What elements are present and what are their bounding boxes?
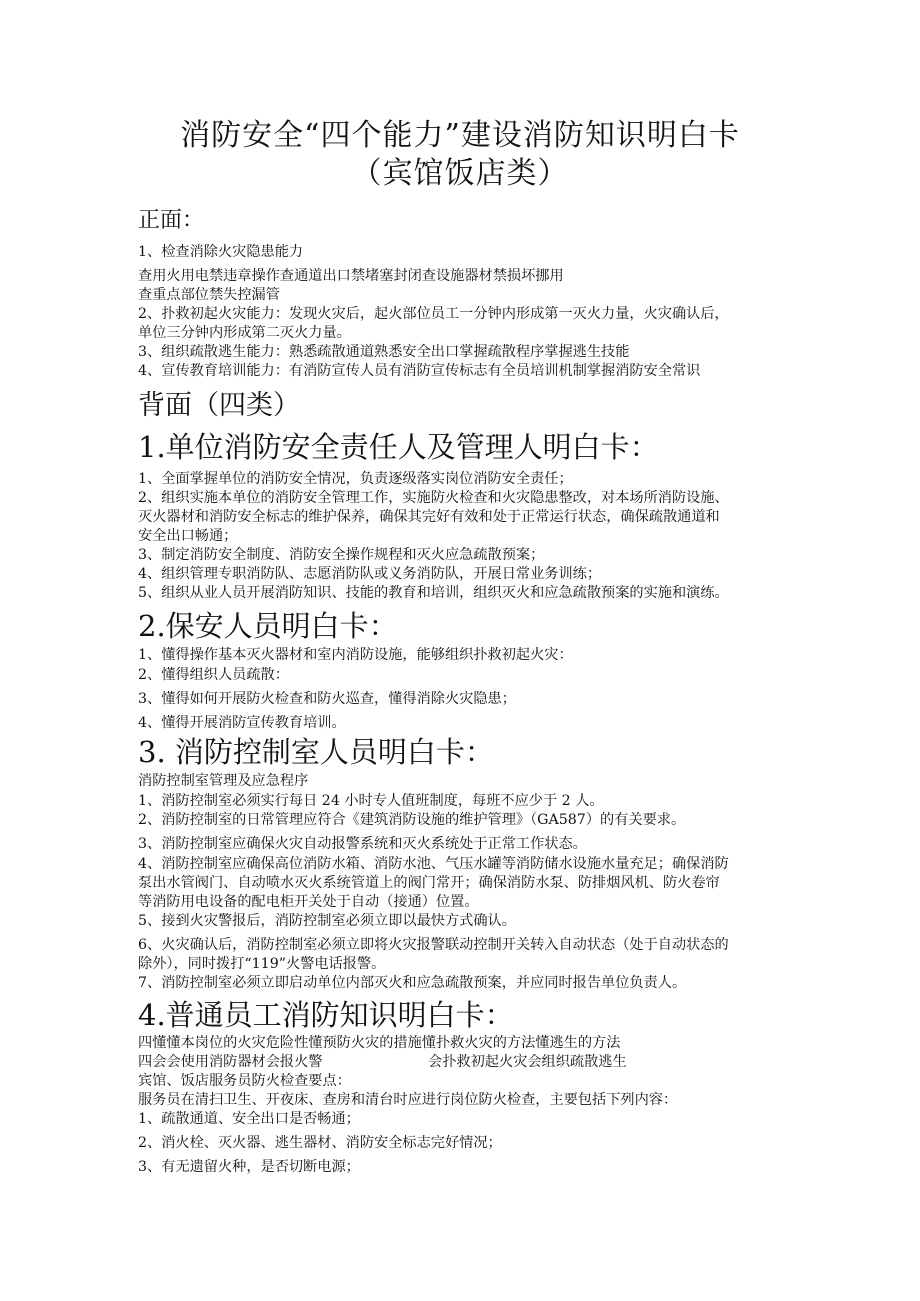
section-4-line: 四懂懂本岗位的火灾危险性懂预防火灾的措施懂扑救火灾的方法懂逃生的方法 xyxy=(138,1035,621,1051)
section-4-line: 2、消火栓、灭火器、逃生器材、消防安全标志完好情况； xyxy=(138,1135,502,1151)
section-4-line-part: 四会会使用消防器材会报火警 xyxy=(138,1054,323,1070)
back-heading: 背面（四类） xyxy=(138,390,300,421)
front-line: 4、宣传教育培训能力：有消防宣传人员有消防宣传标志有全员培训机制掌握消防安全常识 xyxy=(138,363,701,379)
section-3-line: 3、消防控制室应确保火灾自动报警系统和灭火系统处于正常工作状态。 xyxy=(138,836,587,852)
section-4-line: 宾馆、饭店服务员防火检查要点： xyxy=(138,1073,351,1089)
section-1-line: 5、组织从业人员开展消防知识、技能的教育和培训，组织灭火和应急疏散预案的实施和演练。 xyxy=(138,585,729,601)
section-3-line: 7、消防控制室必须立即启动单位内部灭火和应急疏散预案，并应同时报告单位负责人。 xyxy=(138,975,687,991)
section-3-line: 2、消防控制室的日常管理应符合《建筑消防设施的维护管理》（GA587）的有关要求。 xyxy=(138,812,686,828)
front-line: 查重点部位禁失控漏管 xyxy=(138,287,280,303)
section-2-heading: 2.保安人员明白卡： xyxy=(138,609,398,643)
section-1-line: 安全出口畅通； xyxy=(138,528,238,544)
section-2-line: 2、懂得组织人员疏散： xyxy=(138,667,289,683)
section-2-line: 1、懂得操作基本灭火器材和室内消防设施，能够组织扑救初起火灾： xyxy=(138,647,573,663)
front-line: 查用火用电禁违章操作查通道出口禁堵塞封闭查设施器材禁损坏挪用 xyxy=(138,268,564,284)
front-heading: 正面： xyxy=(138,208,205,233)
section-1-line: 3、制定消防安全制度、消防安全操作规程和灭火应急疏散预案； xyxy=(138,547,545,563)
document-subtitle: （宾馆饭店类） xyxy=(351,156,569,191)
section-4-line: 服务员在清扫卫生、开夜床、查房和清台时应进行岗位防火检查，主要包括下列内容： xyxy=(138,1092,678,1108)
front-line: 2、扑救初起火灾能力：发现火灾后，起火部位员工一分钟内形成第一灭火力量，火灾确认后， xyxy=(138,306,729,322)
section-2-line: 4、懂得开展消防宣传教育培训。 xyxy=(138,715,346,731)
section-3-line: 等消防用电设备的配电柜开关处于自动（接通）位置。 xyxy=(138,894,479,910)
section-1-line: 1、全面掌握单位的消防安全情况，负责逐级落实岗位消防安全责任； xyxy=(138,471,573,487)
section-1-line: 2、组织实施本单位的消防安全管理工作，实施防火检查和火灾隐患整改，对本场所消防设施、 xyxy=(138,490,729,506)
section-1-line: 4、组织管理专职消防队、志愿消防队或义务消防队，开展日常业务训练； xyxy=(138,566,602,582)
section-3-line: 5、接到火灾警报后，消防控制室必须立即以最快方式确认。 xyxy=(138,913,516,929)
section-3-line: 除外），同时拨打“119”火警电话报警。 xyxy=(138,956,386,972)
section-4-line-part: 会扑救初起火灾会组织疏散逃生 xyxy=(428,1054,627,1070)
section-3-line: 6、火灾确认后，消防控制室必须立即将火灾报警联动控制开关转入自动状态（处于自动状态的 xyxy=(138,937,729,953)
front-line: 单位三分钟内形成第二灭火力量。 xyxy=(138,325,351,341)
section-1-heading: 1.单位消防安全责任人及管理人明白卡： xyxy=(138,430,659,464)
front-line: 1、检查消除火灾隐患能力 xyxy=(138,244,304,260)
section-3-line: 消防控制室管理及应急程序 xyxy=(138,773,309,789)
section-3-line: 1、消防控制室必须实行每日 24 小时专人值班制度，每班不应少于 2 人。 xyxy=(138,793,604,809)
section-3-heading: 3. 消防控制室人员明白卡： xyxy=(138,735,494,769)
section-1-line: 灭火器材和消防安全标志的维护保养，确保其完好有效和处于正常运行状态，确保疏散通道和 xyxy=(138,509,720,525)
section-4-line: 3、有无遗留火种，是否切断电源； xyxy=(138,1159,360,1175)
section-4-line xyxy=(138,1053,788,1072)
section-3-line: 4、消防控制室应确保高位消防水箱、消防水池、气压水罐等消防储水设施水量充足；确保消防 xyxy=(138,856,729,872)
section-3-line: 泵出水管阀门、自动喷水灭火系统管道上的阀门常开；确保消防水泵、防排烟风机、防火卷帘 xyxy=(138,875,720,891)
section-4-heading: 4.普通员工消防知识明白卡： xyxy=(138,998,514,1032)
section-2-line: 3、懂得如何开展防火检查和防火巡查，懂得消除火灾隐患； xyxy=(138,691,516,707)
section-4-line: 1、疏散通道、安全出口是否畅通； xyxy=(138,1111,360,1127)
front-line: 3、组织疏散逃生能力：熟悉疏散通道熟悉安全出口掌握疏散程序掌握逃生技能 xyxy=(138,344,630,360)
document-title: 消防安全“四个能力”建设消防知识明白卡 xyxy=(180,118,740,153)
